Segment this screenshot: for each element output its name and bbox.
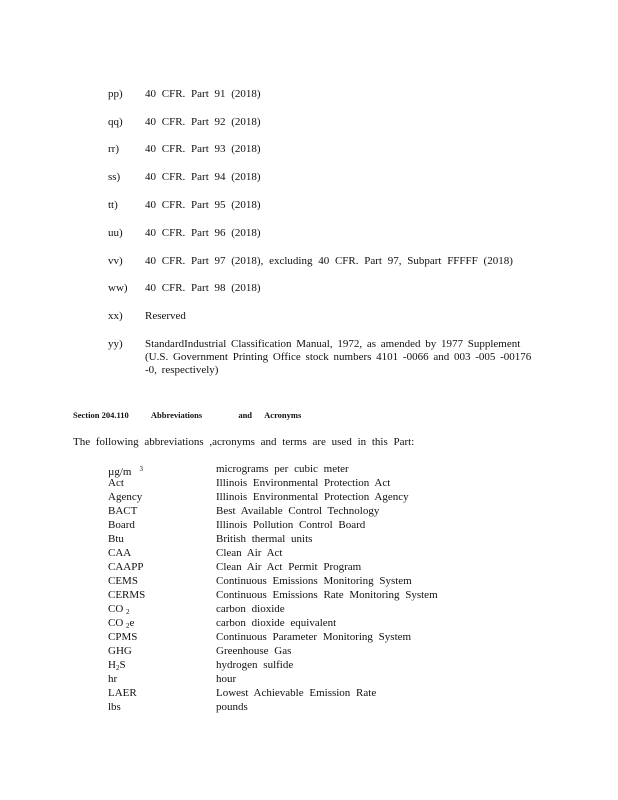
list-text: 40 CFR. Part 95 (2018) [145,199,261,211]
section-heading [73,410,301,420]
abbreviation-definition: carbon dioxide equivalent [216,617,337,629]
section-number: Section 204.110 [73,410,129,420]
abbreviation-definition: hour [216,673,237,685]
section-title-2: Acronyms [264,410,302,420]
abbreviation-definition: hydrogen sulfide [216,659,294,671]
list-text: Reserved [145,310,186,322]
list-text: 40 CFR. Part 98 (2018) [145,282,261,294]
abbreviation-term: BACT [108,505,138,517]
list-text: 40 CFR. Part 93 (2018) [145,143,261,155]
abbreviation-term: CAAPP [108,561,144,573]
section-title: Abbreviations [150,410,203,420]
abbreviation-definition: Illinois Environmental Protection Act [216,477,391,489]
abbreviation-definition: micrograms per cubic meter [216,463,349,475]
list-text: 40 CFR. Part 97 (2018), excluding 40 CFR. Part 97, Subpart FFFFF (2018) [145,255,513,267]
list-letter: uu) [108,227,123,239]
abbreviation-term: CO $_2$ [108,603,130,616]
abbreviation-term: $H_2S$ [108,659,126,672]
abbreviation-definition: Continuous Parameter Monitoring System [216,631,412,643]
abbreviation-term: CPMS [108,631,138,643]
abbreviation-term: LAER [108,687,137,699]
abbreviation-term: Agency [108,491,143,503]
abbreviation-term: CAA [108,547,132,559]
abbreviation-definition: Greenhouse Gas [216,645,292,657]
list-letter: pp) [108,88,123,100]
abbreviation-definition: Clean Air Act [216,547,283,559]
abbreviation-term: Act [108,477,124,489]
abbreviation-definition: Best Available Control Technology [216,505,380,517]
abbreviation-term: Board [108,519,135,531]
list-text: 40 CFR. Part 91 (2018) [145,88,261,100]
abbreviation-definition: Illinois Pollution Control Board [216,519,366,531]
list-letter: yy) [108,338,123,350]
list-letter: qq) [108,116,123,128]
abbreviation-definition: Clean Air Act Permit Program [216,561,362,573]
list-text: 40 CFR. Part 92 (2018) [145,116,261,128]
list-letter: vv) [108,255,123,267]
abbreviation-term: µg/m $^3$ [108,465,143,478]
abbreviation-definition: Continuous Emissions Rate Monitoring System [216,589,438,601]
abbreviation-definition: carbon dioxide [216,603,285,615]
abbreviation-term: CO $_2$e [108,617,135,630]
abbreviation-definition: Continuous Emissions Monitoring System [216,575,412,587]
list-text: 40 CFR. Part 96 (2018) [145,227,261,239]
abbreviation-term: CEMS [108,575,138,587]
abbreviation-definition: British thermal units [216,533,313,545]
list-text: StandardIndustrial Classification Manual, 1972, as amended by 1977 Supplement (U.S. Government Printing Office stock numbers 4101 -0066 and 003 -005 -00176 -0, respectively) [145,338,532,376]
abbreviation-term: CERMS [108,589,146,601]
list-letter: ww) [108,282,128,294]
abbreviation-term: GHG [108,645,132,657]
abbreviation-term: Btu [108,533,124,545]
list-letter: ss) [108,171,121,183]
abbreviation-definition: pounds [216,701,248,713]
list-letter: xx) [108,310,123,322]
list-letter: tt) [108,199,118,211]
list-text: 40 CFR. Part 94 (2018) [145,171,261,183]
abbreviation-term: lbs [108,701,121,713]
list-letter: rr) [108,143,119,155]
intro-paragraph: The following abbreviations ,acronyms and terms are used in this Part: [73,436,415,448]
abbreviation-term: hr [108,673,118,685]
abbreviation-definition: Lowest Achievable Emission Rate [216,687,377,699]
section-conj: and [238,410,253,420]
abbreviation-definition: Illinois Environmental Protection Agency [216,491,409,503]
